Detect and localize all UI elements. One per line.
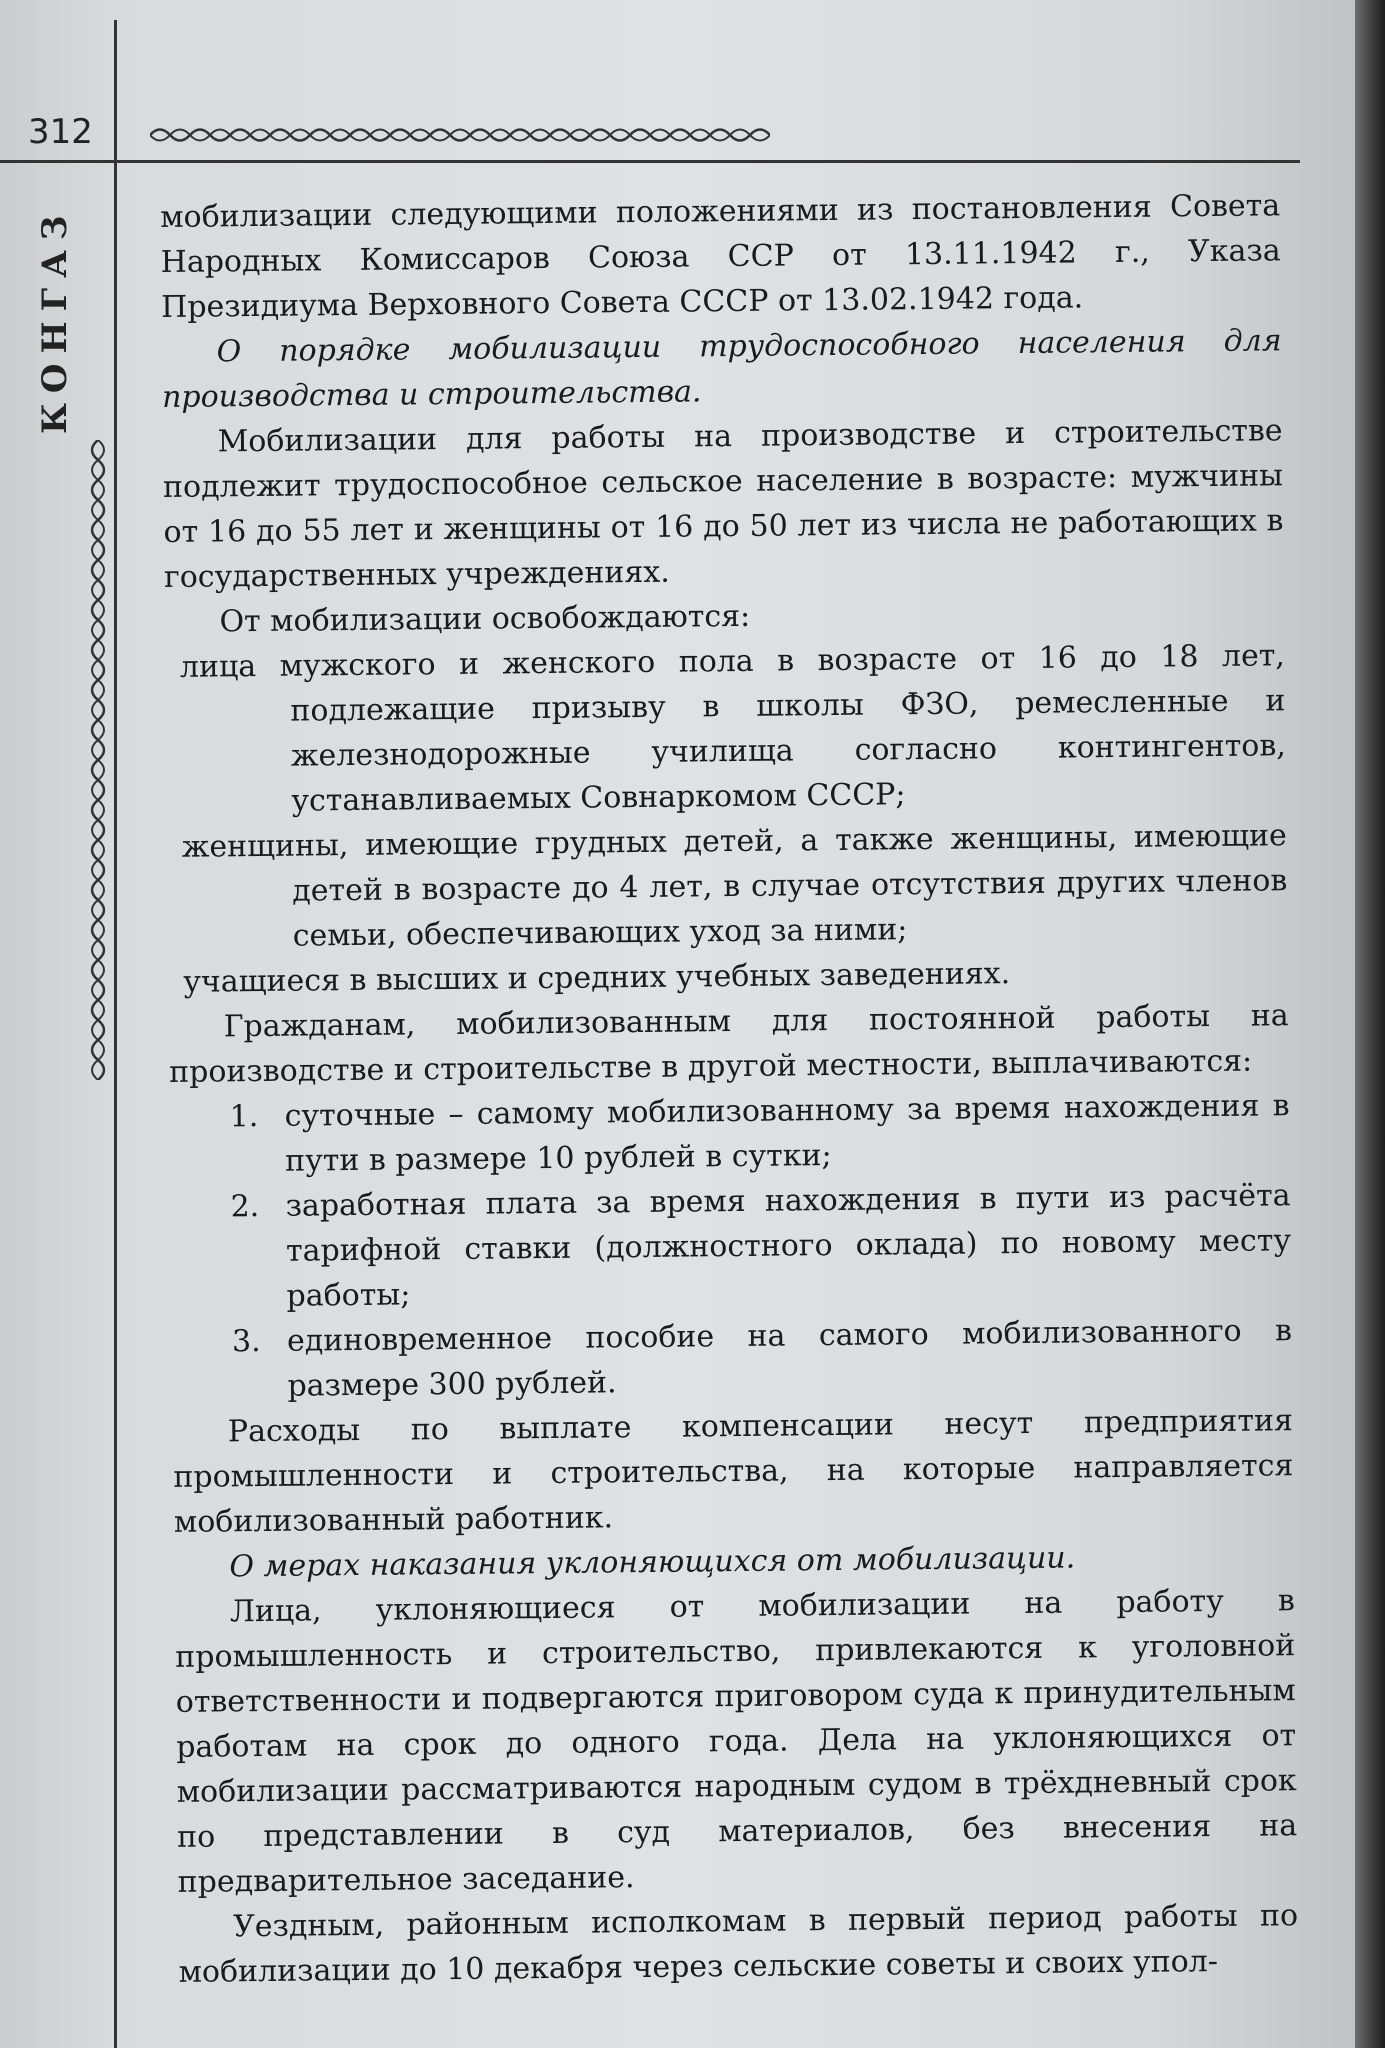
list-item: учащиеся в высших и средних учебных заведениях. [183,956,1011,1000]
margin-rule [114,20,117,2048]
numbered-item [169,1083,1290,1185]
paragraph: Лица, уклоняющиеся от мобилизации на работу в промышленность и строительство, привлекаются к уголовной ответственности и подвергаются приговором суда к принудительным работам на срок до одного года. Дела на уклоняющихся от мобилизации рассматриваются народным судом в трёхдневный срок по представлении в суд материалов, без внесения на предварительное заседание. [175,1583,1298,1900]
paragraph: От мобилизации освобождаются: [219,598,751,640]
subheading: О мерах наказания уклоняющихся от мобилизации. [229,1540,1076,1585]
book-edge [1355,0,1385,2048]
item-text: единовременное пособие на самого мобилизованного в размере 300 рублей. [286,1313,1293,1404]
item-text: суточные – самому мобилизованному за время нахождения в пути в размере 10 рублей в сутки; [284,1088,1290,1179]
paragraph: Уездным, районным исполкомам в первый период работы по мобилизации до 10 декабря через сельские советы и своих упол- [178,1898,1299,1990]
section-title-vertical: КОНГАЗ [35,205,75,435]
subheading: О порядке мобилизации трудоспособного населения для производства и строительства. [161,323,1282,415]
page-text [160,183,1299,1995]
list-item: лица мужского и женского пола в возрасте от 16 до 18 лет, подлежащие призыву в школы ФЗО, ремесленные и железнодорожные училища согласно контингентов, устанавливаемых Совнаркомом СССР; [179,638,1287,819]
item-number: 1. [229,1099,259,1135]
numbered-item [172,1308,1293,1410]
numbered-item [170,1173,1291,1320]
page-number: 312 [28,112,93,152]
sidebar-ornament [84,440,112,1080]
item-number: 3. [231,1324,261,1360]
paragraph: мобилизации следующими положениями из постановления Совета Народных Комиссаров Союза ССР от 13.11.1942 г., Указа Президиума Верховного Совета СССР от 13.02.1942 года. [160,188,1281,325]
paragraph: Расходы по выплате компенсации несут предприятия промышленности и строительства, на которые направляется мобилизованный работник. [173,1403,1294,1540]
paragraph: Гражданам, мобилизованным для постоянной работы на производстве и строительстве в другой местности, выплачиваются: [169,998,1289,1090]
item-number: 2. [230,1189,260,1225]
header-ornament [150,122,770,148]
header-rule [0,160,1300,163]
list-item: женщины, имеющие грудных детей, а также женщины, имеющие детей в возрасте до 4 лет, в случае отсутствия других членов семьи, обеспечивающих уход за ними; [181,818,1288,954]
item-text: заработная плата за время нахождения в пути из расчёта тарифной ставки (должностного оклада) по новому месту работы; [285,1178,1292,1314]
paragraph: Мобилизации для работы на производстве и строительстве подлежит трудоспособное сельское население в возрасте: мужчины от 16 до 55 лет и женщины от 16 до 50 лет из числа не работающих в государственных учреждениях. [162,413,1284,595]
